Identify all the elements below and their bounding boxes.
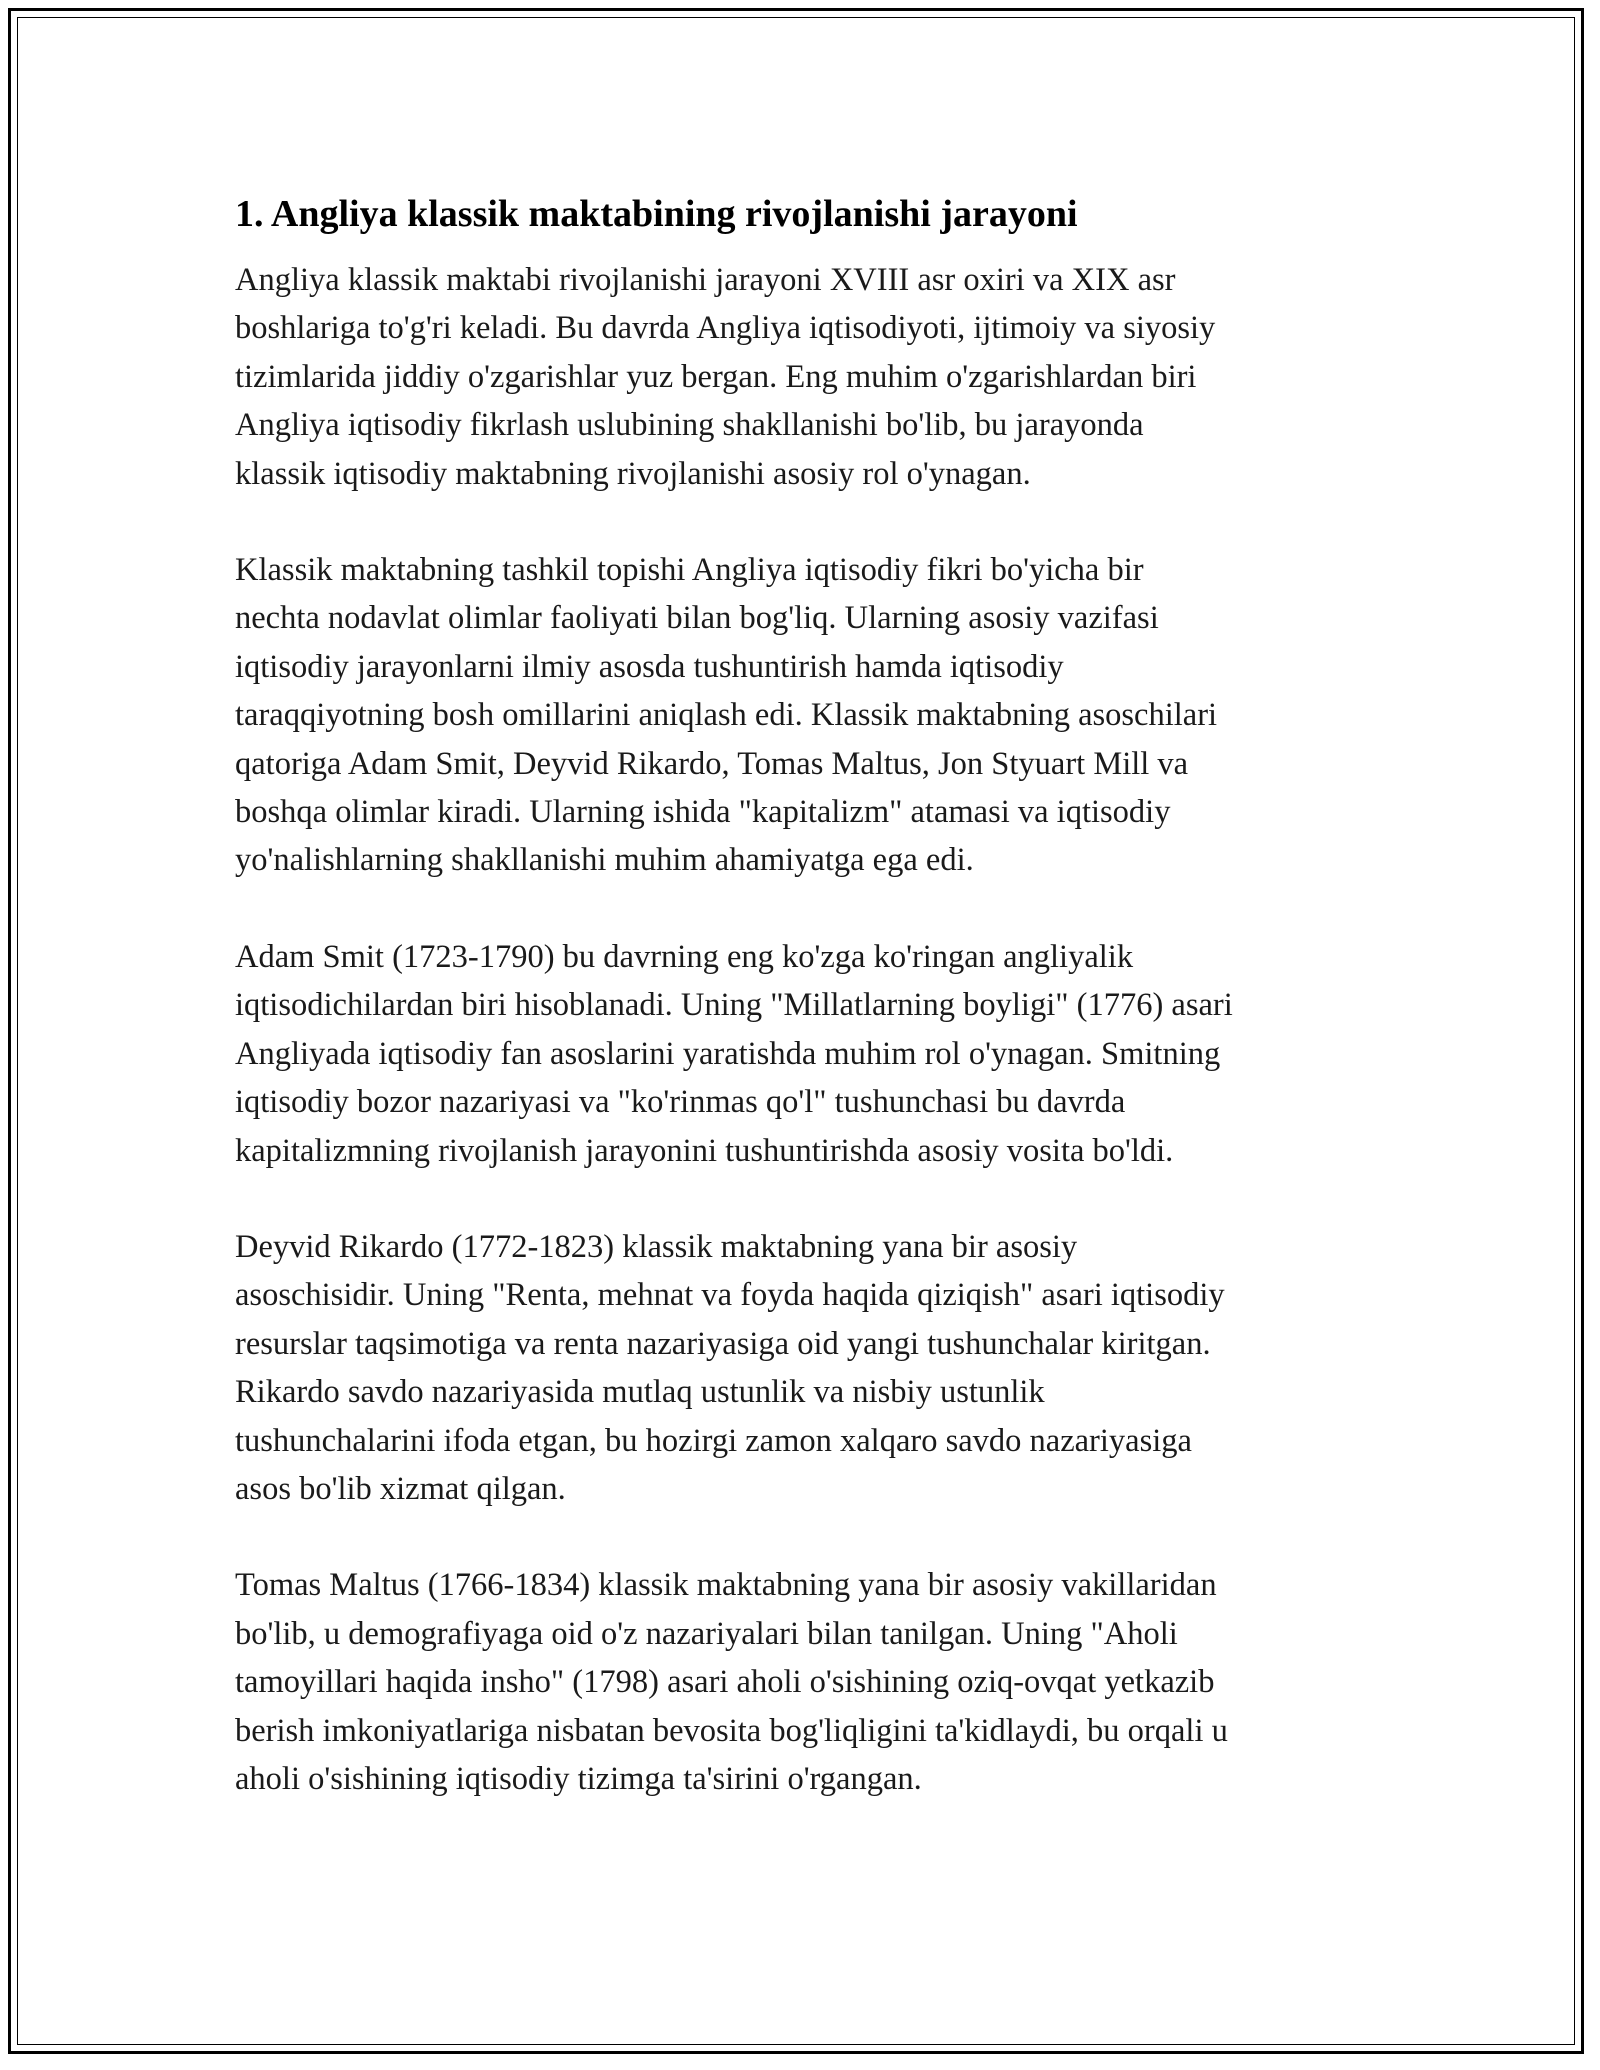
text-line: qatoriga Adam Smit, Deyvid Rikardo, Tomas Maltus, Jon Styuart Mill va: [235, 745, 1189, 782]
text-line: asoschisidir. Uning "Renta, mehnat va foyda haqida qiziqish" asari iqtisodiy: [235, 1277, 1225, 1314]
paragraph-adam-smit: [235, 933, 1375, 1175]
text-line: berish imkoniyatlariga nisbatan bevosita bog'liqligini ta'kidlaydi, bu orqali u: [235, 1712, 1228, 1749]
text-line: Klassik maktabning tashkil topishi Angliya iqtisodiy fikri bo'yicha bir: [235, 552, 1144, 589]
text-line: Adam Smit (1723-1790) bu davrning eng ko'zga ko'ringan angliyalik: [235, 938, 1134, 975]
text-line: iqtisodiy bozor nazariyasi va "ko'rinmas qo'l" tushunchasi bu davrda: [235, 1084, 1126, 1121]
paragraph-founders: [235, 546, 1375, 885]
text-line: Rikardo savdo nazariyasida mutlaq ustunlik va nisbiy ustunlik: [235, 1374, 1045, 1411]
text-line: Deyvid Rikardo (1772-1823) klassik maktabning yana bir asosiy: [235, 1228, 1078, 1265]
paragraph-deyvid-rikardo: [235, 1223, 1375, 1513]
section-title: 1. Angliya klassik maktabining rivojlanishi jarayoni: [235, 193, 1078, 235]
text-line: yo'nalishlarning shakllanishi muhim ahamiyatga ega edi.: [235, 842, 974, 879]
text-line: asos bo'lib xizmat qilgan.: [235, 1470, 566, 1507]
text-line: taraqqiyotning bosh omillarini aniqlash edi. Klassik maktabning asoschilari: [235, 697, 1218, 734]
text-line: tushunchalarini ifoda etgan, bu hozirgi zamon xalqaro savdo nazariyasiga: [235, 1422, 1192, 1459]
text-line: aholi o'sishining iqtisodiy tizimga ta'sirini o'rgangan.: [235, 1760, 922, 1797]
document-body: [235, 186, 1375, 1851]
text-line: Tomas Maltus (1766-1834) klassik maktabning yana bir asosiy vakillaridan: [235, 1567, 1217, 1604]
text-line: iqtisodichilardan biri hisoblanadi. Uning "Millatlarning boyligi" (1776) asari: [235, 987, 1233, 1024]
text-line: iqtisodiy jarayonlarni ilmiy asosda tushuntirish hamda iqtisodiy: [235, 648, 1064, 685]
text-line: nechta nodavlat olimlar faoliyati bilan bog'liq. Ularning asosiy vazifasi: [235, 600, 1159, 637]
text-line: boshqa olimlar kiradi. Ularning ishida "kapitalizm" atamasi va iqtisodiy: [235, 794, 1171, 831]
text-line: Angliyada iqtisodiy fan asoslarini yaratishda muhim rol o'ynagan. Smitning: [235, 1035, 1221, 1072]
paragraph-tomas-maltus: [235, 1561, 1375, 1803]
text-line: boshlariga to'g'ri keladi. Bu davrda Angliya iqtisodiyoti, ijtimoiy va siyosiy: [235, 310, 1216, 347]
paragraph-intro: [235, 256, 1375, 498]
text-line: klassik iqtisodiy maktabning rivojlanishi asosiy rol o'ynagan.: [235, 455, 1031, 492]
text-line: resurslar taqsimotiga va renta nazariyasiga oid yangi tushunchalar kiritgan.: [235, 1325, 1211, 1362]
text-line: tizimlarida jiddiy o'zgarishlar yuz bergan. Eng muhim o'zgarishlardan biri: [235, 358, 1197, 395]
text-line: tamoyillari haqida insho" (1798) asari aholi o'sishining oziq-ovqat yetkazib: [235, 1664, 1215, 1701]
text-line: kapitalizmning rivojlanish jarayonini tushuntirishda asosiy vosita bo'ldi.: [235, 1132, 1174, 1169]
text-line: Angliya iqtisodiy fikrlash uslubining shakllanishi bo'lib, bu jarayonda: [235, 407, 1144, 444]
text-line: Angliya klassik maktabi rivojlanishi jarayoni XVIII asr oxiri va XIX asr: [235, 262, 1176, 298]
text-line: bo'lib, u demografiyaga oid o'z nazariyalari bilan tanilgan. Uning "Aholi: [235, 1615, 1178, 1652]
